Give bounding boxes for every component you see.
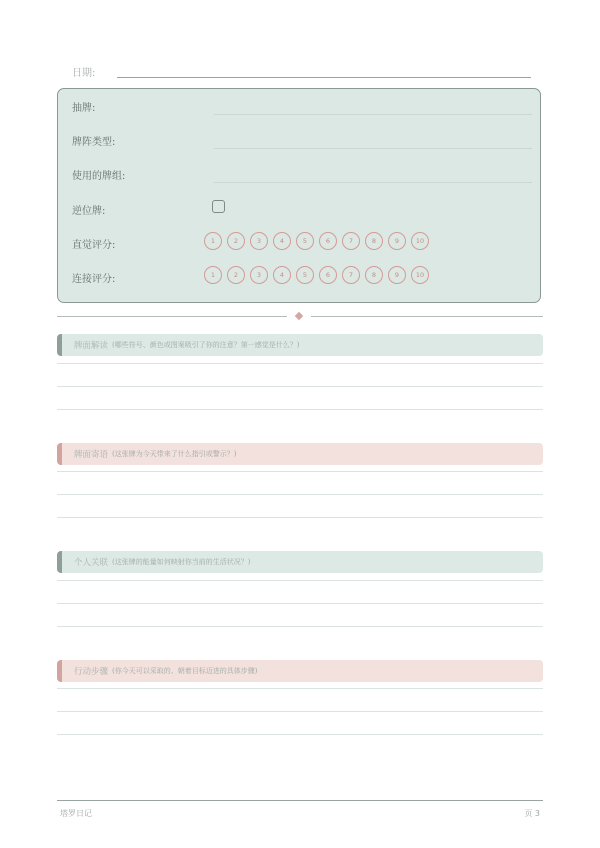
page-number: 页 3	[524, 809, 540, 818]
writing-line[interactable]	[57, 517, 543, 518]
section-personal-connection	[57, 551, 543, 573]
writing-line[interactable]	[57, 363, 543, 364]
connection-rating-1[interactable]: 1	[204, 266, 222, 284]
writing-line[interactable]	[57, 688, 543, 689]
section-hint: (你今天可以采取的、朝着目标迈进的具体步骤)	[112, 667, 258, 675]
writing-line[interactable]	[57, 409, 543, 410]
divider-left	[57, 316, 287, 317]
connection-rating	[204, 266, 429, 284]
connection-rating-3[interactable]: 3	[250, 266, 268, 284]
deck-input-line[interactable]	[214, 182, 532, 183]
draw-input-line[interactable]	[214, 114, 532, 115]
date-label: 日期:	[72, 68, 96, 79]
intuition-rating-3[interactable]: 3	[250, 232, 268, 250]
section-card-interpretation	[57, 334, 543, 356]
section-title: 行动步骤	[74, 667, 109, 677]
reversed-label: 逆位牌:	[72, 206, 106, 217]
intuition-rating-7[interactable]: 7	[342, 232, 360, 250]
date-input-line[interactable]	[117, 77, 531, 78]
reading-info-card	[57, 88, 541, 303]
section-hint: (哪些符号、颜色或图案吸引了你的注意？第一感觉是什么？)	[112, 341, 300, 349]
connection-rating-8[interactable]: 8	[365, 266, 383, 284]
connection-rating-7[interactable]: 7	[342, 266, 360, 284]
connection-rating-6[interactable]: 6	[319, 266, 337, 284]
spread-label: 牌阵类型:	[72, 137, 116, 148]
intuition-rating-5[interactable]: 5	[296, 232, 314, 250]
intuition-rating-4[interactable]: 4	[273, 232, 291, 250]
section-hint: (这张牌的能量如何映射你当前的生活状况？)	[112, 558, 251, 566]
section-hint: (这张牌为今天带来了什么指引或警示？)	[112, 450, 237, 458]
section-card-message	[57, 443, 543, 465]
writing-line[interactable]	[57, 734, 543, 735]
intuition-rating-2[interactable]: 2	[227, 232, 245, 250]
intuition-rating	[204, 232, 429, 250]
section-title: 牌面寄语	[74, 450, 109, 460]
deck-label: 使用的牌组:	[72, 171, 126, 182]
writing-line[interactable]	[57, 494, 543, 495]
intuition-rating-6[interactable]: 6	[319, 232, 337, 250]
connection-rating-4[interactable]: 4	[273, 266, 291, 284]
section-action-steps	[57, 660, 543, 682]
connection-rating-5[interactable]: 5	[296, 266, 314, 284]
writing-line[interactable]	[57, 580, 543, 581]
intuition-rating-8[interactable]: 8	[365, 232, 383, 250]
footer-divider	[57, 800, 543, 801]
intuition-rating-10[interactable]: 10	[411, 232, 429, 250]
reversed-checkbox[interactable]	[212, 200, 225, 213]
section-title: 个人关联	[74, 558, 109, 568]
connection-rating-9[interactable]: 9	[388, 266, 406, 284]
connection-rating-2[interactable]: 2	[227, 266, 245, 284]
intuition-rating-9[interactable]: 9	[388, 232, 406, 250]
connection-label: 连接评分:	[72, 274, 116, 285]
divider-right	[311, 316, 543, 317]
writing-line[interactable]	[57, 386, 543, 387]
writing-line[interactable]	[57, 711, 543, 712]
spread-input-line[interactable]	[214, 148, 532, 149]
draw-label: 抽牌:	[72, 103, 96, 114]
connection-rating-10[interactable]: 10	[411, 266, 429, 284]
writing-line[interactable]	[57, 603, 543, 604]
section-title: 牌面解读	[74, 341, 109, 351]
intuition-rating-1[interactable]: 1	[204, 232, 222, 250]
writing-line[interactable]	[57, 471, 543, 472]
footer-journal-title: 塔罗日记	[60, 809, 92, 818]
writing-line[interactable]	[57, 626, 543, 627]
diamond-ornament-icon	[295, 312, 303, 320]
intuition-label: 直觉评分:	[72, 240, 116, 251]
